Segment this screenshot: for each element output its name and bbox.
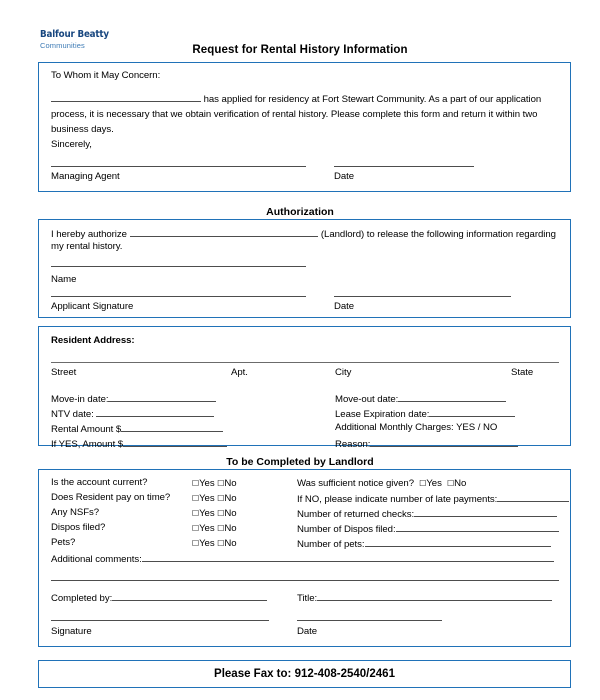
if-yes-amount-label: If YES, Amount $ [51, 439, 124, 450]
checkbox-yes-pets[interactable]: □ [192, 538, 200, 547]
authorization-lead-text: I hereby authorize [51, 229, 127, 240]
move-in-date-blank[interactable] [108, 391, 216, 402]
managing-agent-date-line[interactable] [334, 166, 474, 167]
authorization-section-box [38, 219, 571, 318]
landlord-signature-line[interactable] [51, 620, 269, 621]
dispos-filed-count-row [297, 521, 559, 536]
checkbox-group-dispos-filed [192, 521, 237, 535]
ntv-date-label: NTV date: [51, 409, 97, 420]
rental-amount-row [51, 421, 223, 436]
additional-comments-blank-2[interactable] [51, 580, 559, 581]
salutation-text: To Whom it May Concern: [51, 70, 161, 81]
no-label-pets: No [224, 538, 237, 549]
closing-text: Sincerely, [51, 139, 92, 150]
landlord-section-heading: To be Completed by Landlord [226, 456, 374, 468]
checkbox-no-any-nsfs[interactable]: □ [217, 508, 225, 517]
state-label: State [511, 367, 534, 378]
logo-primary-text: Balfour Beatty [40, 29, 109, 40]
checkbox-group-account-current [192, 476, 237, 490]
no-label-sufficient-notice: No [454, 478, 467, 489]
returned-checks-row [297, 506, 557, 521]
late-payments-label: If NO, please indicate number of late payments: [297, 494, 498, 505]
pets-count-blank[interactable] [365, 536, 551, 547]
managing-agent-date-label: Date [334, 171, 355, 182]
applicant-date-label: Date [334, 301, 355, 312]
question-account-current: Is the account current? [51, 477, 148, 488]
question-dispos-filed: Dispos filed? [51, 522, 106, 533]
completed-by-label: Completed by: [51, 593, 113, 604]
move-in-date-label: Move-in date: [51, 394, 109, 405]
ntv-date-blank[interactable] [96, 406, 214, 417]
fax-instruction-text: Please Fax to: 912-408-2540/2461 [214, 668, 395, 680]
checkbox-yes-sufficient-notice[interactable]: □ [419, 478, 427, 487]
checkbox-yes-any-nsfs[interactable]: □ [192, 508, 200, 517]
yes-label-pay-on-time: Yes [199, 493, 215, 504]
move-out-date-label: Move-out date: [335, 394, 399, 405]
fax-footer-box [38, 660, 571, 688]
move-out-date-row [335, 391, 506, 406]
title-row [297, 590, 552, 605]
title-blank[interactable] [317, 590, 552, 601]
additional-comments-row [51, 551, 554, 566]
dispos-filed-count-blank[interactable] [396, 521, 559, 532]
additional-comments-label: Additional comments: [51, 554, 142, 565]
yes-label-dispos-filed: Yes [199, 523, 215, 534]
lease-expiration-label: Lease Expiration date: [335, 409, 430, 420]
dispos-filed-count-label: Number of Dispos filed: [297, 524, 396, 535]
checkbox-no-account-current[interactable]: □ [217, 478, 225, 487]
checkbox-yes-dispos-filed[interactable]: □ [192, 523, 200, 532]
checkbox-yes-account-current[interactable]: □ [192, 478, 200, 487]
if-yes-amount-blank[interactable] [123, 436, 227, 447]
applicant-name-line[interactable] [51, 266, 306, 267]
checkbox-group-pets [192, 536, 237, 550]
move-in-date-row [51, 391, 216, 406]
managing-agent-signature-line[interactable] [51, 166, 306, 167]
question-any-nsfs: Any NSFs? [51, 507, 100, 518]
rental-amount-blank[interactable] [121, 421, 223, 432]
additional-comments-blank-1[interactable] [142, 551, 554, 562]
no-label-pay-on-time: No [224, 493, 237, 504]
applicant-signature-line[interactable] [51, 296, 306, 297]
completed-by-blank[interactable] [112, 590, 267, 601]
lease-expiration-blank[interactable] [429, 406, 515, 417]
reason-blank[interactable] [370, 436, 518, 447]
resident-address-heading: Resident Address: [51, 335, 135, 346]
page-title: Request for Rental History Information [192, 44, 408, 56]
document-header [0, 0, 600, 58]
rental-amount-label: Rental Amount $ [51, 424, 122, 435]
completed-by-row [51, 590, 267, 605]
if-yes-amount-row [51, 436, 227, 451]
checkbox-group-pay-on-time [192, 491, 237, 505]
letter-section-box [38, 62, 571, 192]
returned-checks-blank[interactable] [414, 506, 557, 517]
returned-checks-label: Number of returned checks: [297, 509, 415, 520]
letter-body-paragraph [51, 91, 559, 137]
landlord-section-box [38, 469, 571, 647]
landlord-name-blank[interactable] [130, 226, 318, 237]
additional-monthly-charges-label[interactable]: Additional Monthly Charges: YES / NO [335, 422, 498, 433]
ntv-date-row [51, 406, 214, 421]
yes-label-any-nsfs: Yes [199, 508, 215, 519]
no-label-account-current: No [224, 478, 237, 489]
question-pay-on-time: Does Resident pay on time? [51, 492, 171, 503]
address-line[interactable] [51, 362, 559, 363]
street-label: Street [51, 367, 77, 378]
title-label: Title: [297, 593, 318, 604]
late-payments-blank[interactable] [497, 491, 569, 502]
managing-agent-label: Managing Agent [51, 171, 120, 182]
applicant-date-line[interactable] [334, 296, 511, 297]
applicant-name-label: Name [51, 274, 77, 285]
checkbox-no-pay-on-time[interactable]: □ [217, 493, 225, 502]
apt-label: Apt. [231, 367, 248, 378]
landlord-date-line[interactable] [297, 620, 442, 621]
checkbox-yes-pay-on-time[interactable]: □ [192, 493, 200, 502]
applicant-signature-label: Applicant Signature [51, 301, 134, 312]
move-out-date-blank[interactable] [398, 391, 506, 402]
reason-row [335, 436, 518, 451]
lease-expiration-row [335, 406, 515, 421]
pets-count-row [297, 536, 551, 551]
authorization-landlord-note: (Landlord) to release the following information regarding [320, 229, 556, 240]
question-sufficient-notice-label: Was sufficient notice given? [297, 478, 414, 489]
no-label-any-nsfs: No [224, 508, 237, 519]
resident-address-section-box [38, 326, 571, 450]
question-pets: Pets? [51, 537, 76, 548]
yes-label-sufficient-notice: Yes [426, 478, 442, 489]
no-label-dispos-filed: No [224, 523, 237, 534]
authorization-heading: Authorization [266, 206, 334, 218]
question-sufficient-notice-row [297, 476, 466, 490]
authorization-continuation-text: my rental history. [51, 241, 123, 252]
logo-secondary-text: Communities [40, 40, 85, 50]
applicant-name-blank[interactable] [51, 91, 201, 102]
pets-count-label: Number of pets: [297, 539, 365, 550]
checkbox-group-any-nsfs [192, 506, 237, 520]
city-label: City [335, 367, 352, 378]
landlord-signature-label: Signature [51, 626, 92, 637]
yes-label-account-current: Yes [199, 478, 215, 489]
yes-label-pets: Yes [199, 538, 215, 549]
late-payments-row [297, 491, 569, 506]
letter-body-text: has applied for residency at Fort Stewart Community. As a part of our application process, it is necessary that we obtain verification of rental history. Please complete this form and return it within two business days. [51, 94, 542, 135]
landlord-date-label: Date [297, 626, 318, 637]
authorization-lead-line [51, 226, 561, 241]
checkbox-no-pets[interactable]: □ [217, 538, 225, 547]
reason-label: Reason: [335, 439, 371, 450]
checkbox-no-sufficient-notice[interactable]: □ [447, 478, 455, 487]
checkbox-no-dispos-filed[interactable]: □ [217, 523, 225, 532]
